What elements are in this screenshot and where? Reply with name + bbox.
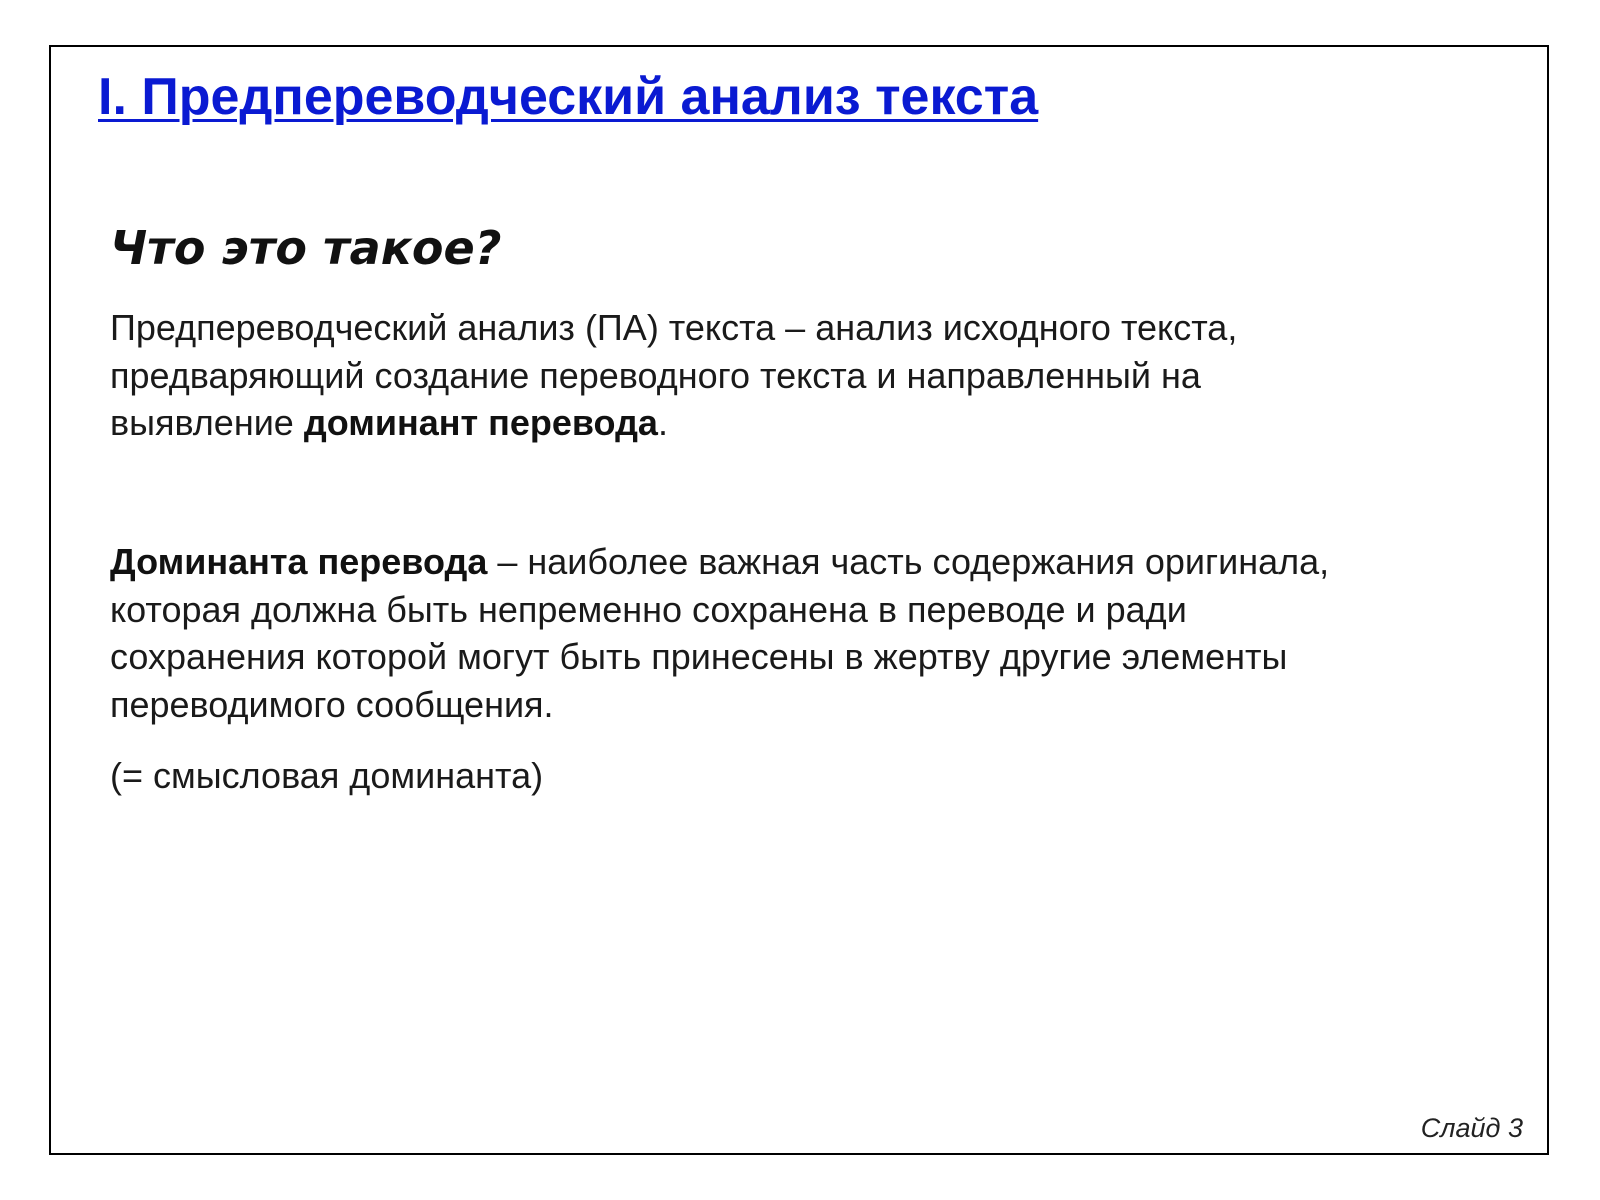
definition-line: которая должна быть непременно сохранена в переводе и ради	[110, 588, 1187, 630]
definition-bold-term: доминант перевода	[303, 402, 658, 443]
slide-title-link[interactable]: I. Предпереводческий анализ текста	[98, 68, 1039, 126]
definition-line: Предпереводческий анализ (ПА) текста – анализ исходного текста,	[110, 307, 1238, 348]
definition-bold-term: Доминанта перевода	[110, 541, 488, 582]
definition-line: предваряющий создание переводного текста и направленный на	[110, 354, 1201, 396]
definition-line: переводимого сообщения.	[110, 683, 554, 725]
definition-line: – наиболее важная часть содержания оригинала,	[487, 541, 1330, 582]
definition-paragraph-pre-translation-analysis	[110, 304, 1237, 447]
synonym-note: (= смысловая доминанта)	[110, 755, 544, 796]
slide-number: Слайд 3	[1420, 1113, 1523, 1143]
section-subtitle: Что это такое?	[110, 221, 502, 275]
definition-paragraph-translation-dominant	[110, 538, 1329, 728]
definition-line: выявление	[110, 402, 304, 443]
slide-frame	[49, 45, 1549, 1155]
definition-line-end: .	[657, 402, 668, 443]
definition-line: сохранения которой могут быть принесены в жертву другие элементы	[110, 636, 1288, 677]
